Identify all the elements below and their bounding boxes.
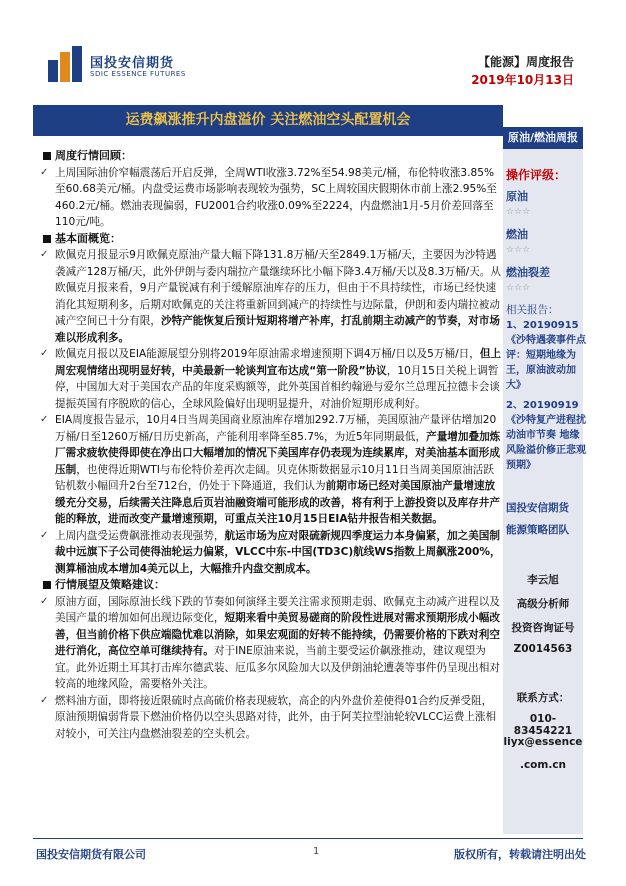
bullet-square-icon [43, 235, 51, 243]
rating-stars-fuel: ☆☆☆ [506, 245, 531, 255]
page-number: 1 [313, 846, 320, 857]
paragraph: ✓ 上周国际油价窄幅震荡后开启反弹，全周WTI收涨3.72%至54.98美元/桶，布伦特收涨3.85%至60.68美元/桶。内盘受运费市场影响表现较为强势，SC上周较国庆假期休市前上涨2.95%至460.2元/桶。燃油表现偏弱，FU2001合约收涨0.09%至2224，内盘燃油1月-5月价差回落至110元/吨。 [40, 166, 497, 228]
section-heading: 行情展望及策略建议： [33, 577, 501, 594]
rating-title: 操作评级： [506, 168, 567, 182]
logo-text-en: SDIC ESSENCE FUTURES [90, 70, 186, 78]
check-icon: ✓ [40, 694, 49, 706]
analyst-name: 李云旭 [527, 574, 559, 586]
logo-mark-icon [48, 46, 86, 82]
section-heading: 周度行情回顾： [33, 148, 501, 165]
footer-company: 国投安信期货有限公司 [36, 848, 146, 861]
related-reports-label: 相关报告： [506, 304, 559, 316]
asset-fuel-crack: 燃油裂差 [506, 266, 550, 279]
bullet-square-icon [43, 152, 51, 160]
rating-stars-crack: ☆☆☆ [506, 283, 531, 293]
company-logo [48, 46, 186, 86]
related-report-link[interactable]: 1、20190915《沙特遇袭事件点评：短期地缘为王，原油波动加大》 [506, 320, 586, 391]
check-icon: ✓ [40, 249, 49, 260]
category-tag: 原油/燃油周报 [503, 127, 583, 149]
team-name: 能源策略团队 [506, 524, 569, 536]
cert-label: 投资咨询证号 [511, 622, 575, 634]
footer-divider [33, 838, 583, 839]
report-date: 2019年10月13日 [471, 73, 574, 87]
paragraph: ✓ 欧佩克月报显示9月欧佩克原油产量大幅下降131.8万桶/天至2849.1万桶/天，主要因为沙特遇袭减产128万桶/天，此外伊朗与委内瑞拉产量继续环比小幅下降3.4万桶/天以及8.3万桶/天。从欧佩克月报来看，9月产量锐减有利于缓解原油库存的压力，但由于不具持续性，市场已经快速消化其短期利多，后期对欧佩克的关注将重新回到减产的持续性与边际量，伊朗和委内瑞拉被动减产空间已十分有限，沙特产能恢复后预计短期将增产补库，打乱前期主动减产的节奏，对市场难以形成利多。 [40, 249, 501, 344]
check-icon: ✓ [40, 348, 49, 359]
section-heading: 基本面概览： [33, 231, 501, 248]
asset-crude: 原油 [506, 190, 528, 203]
paragraph: ✓ EIA周度报告显示，10月4日当周美国商业原油库存增加292.7万桶，美国原油产量评估增加20万桶/日至1260万桶/日历史新高，产能利用率降至85.7%，为近5年同期最低，产量增加叠加炼厂需求疲软使得即使在净出口大幅增加的情况下美国库存仍表现为连续累库，对美油基本面形成压制，也使得近期WTI与布伦特价差再次走阔。贝克休斯数据显示10月11日当周美国原油活跃钻机数小幅回升2台至712台，仍处于下降通道，我们认为前期市场已经对美国原油产量增速放缓充分交易，后续需关注降息后页岩油融资端可能形成的改善，将有利于上游投资以及库存井产能的释放，进而改变产量增速预期，可重点关注10月15日EIA钻井报告相关数据。 [40, 414, 501, 525]
analyst-title: 高级分析师 [516, 598, 570, 610]
related-report-link[interactable]: 2、20190919《沙特复产进程扰动油市节奏 地缘风险溢价修正悲观预期》 [506, 400, 586, 471]
footer-copyright: 版权所有，转载请注明出处 [454, 848, 586, 861]
check-icon: ✓ [40, 166, 49, 178]
check-icon: ✓ [40, 529, 49, 541]
title-banner [33, 105, 503, 136]
asset-fuel: 燃油 [506, 228, 528, 241]
check-icon: ✓ [40, 595, 49, 607]
report-body [33, 148, 501, 742]
check-icon: ✓ [40, 414, 49, 425]
contact-email[interactable]: liyx@essence [503, 736, 583, 748]
paragraph: ✓ 原油方面，国际原油长线下跌的节奏如何演绎主要关注需求预期走弱、欧佩克主动减产进程以及美国产量的增加如何出现边际变化，短期来看中美贸易磋商的阶段性进展对需求预期形成小幅改善，但当前价格下供应端隐忧难以消除，如果宏观面的好转不能持续，仍需要价格的下跌对利空进行消化，高位空单可继续持有。对于INE原油来说，当前主要受运价飙涨推动，建议观望为宜。此外近期土耳其打击库尔德武装、厄瓜多尔风险加大以及伊朗油轮遭袭等事件仍呈现出相对较高的地缘风险，需要格外关注。 [40, 595, 500, 690]
rating-stars-crude: ☆☆☆ [506, 207, 531, 217]
paragraph: ✓ 燃料油方面，即将接近限硫时点高硫价格表现疲软，高企的内外盘价差使得01合约反弹受阻，原油预期偏弱背景下燃油价格仍以空头思路对待，此外，由于阿芙拉型油轮较VLCC运费上涨相对较小，可关注内盘燃油裂差的空头机会。 [40, 694, 497, 740]
cert-number: Z0014563 [513, 643, 573, 655]
report-type: 【能源】周度报告 [477, 55, 574, 69]
logo-text-cn: 国投安信期货 [90, 56, 175, 71]
paragraph: ✓ 上周内盘受运费飙涨推动表现强势，航运市场为应对限硫新规四季度运力本身偏紧，加之美国制裁中远旗下子公司使得油轮运力偏紧，VLCC中东-中国(TD3C)航线WS指数上周飙涨200%，测算桶油成本增加4美元以上，大幅推升内盘交割成本。 [40, 529, 501, 575]
report-title: 运费飙涨推升内盘溢价 关注燃油空头配置机会 [125, 112, 411, 128]
paragraph: ✓ 欧佩克月报以及EIA能源展望分别将2019年原油需求增速预期下调4万桶/日以及5万桶/日，但上周宏观情绪出现明显好转，中美最新一轮谈判宣布达成“第一阶段”协议，10月15日关税上调暂停，中国加大对于美国农产品的年度采购额等，此外英国首相约翰逊与爱尔兰总理瓦拉德卡会谈提振英国有序脱欧的信心，全球风险偏好出现明显提升，对油价短期形成利好。 [40, 348, 502, 410]
contact-phone: 010-83454221 [513, 713, 573, 737]
bullet-square-icon [43, 581, 51, 589]
contact-email-domain: .com.cn [519, 759, 567, 771]
contact-label: 联系方式： [516, 692, 570, 704]
team-company: 国投安信期货 [506, 502, 569, 514]
